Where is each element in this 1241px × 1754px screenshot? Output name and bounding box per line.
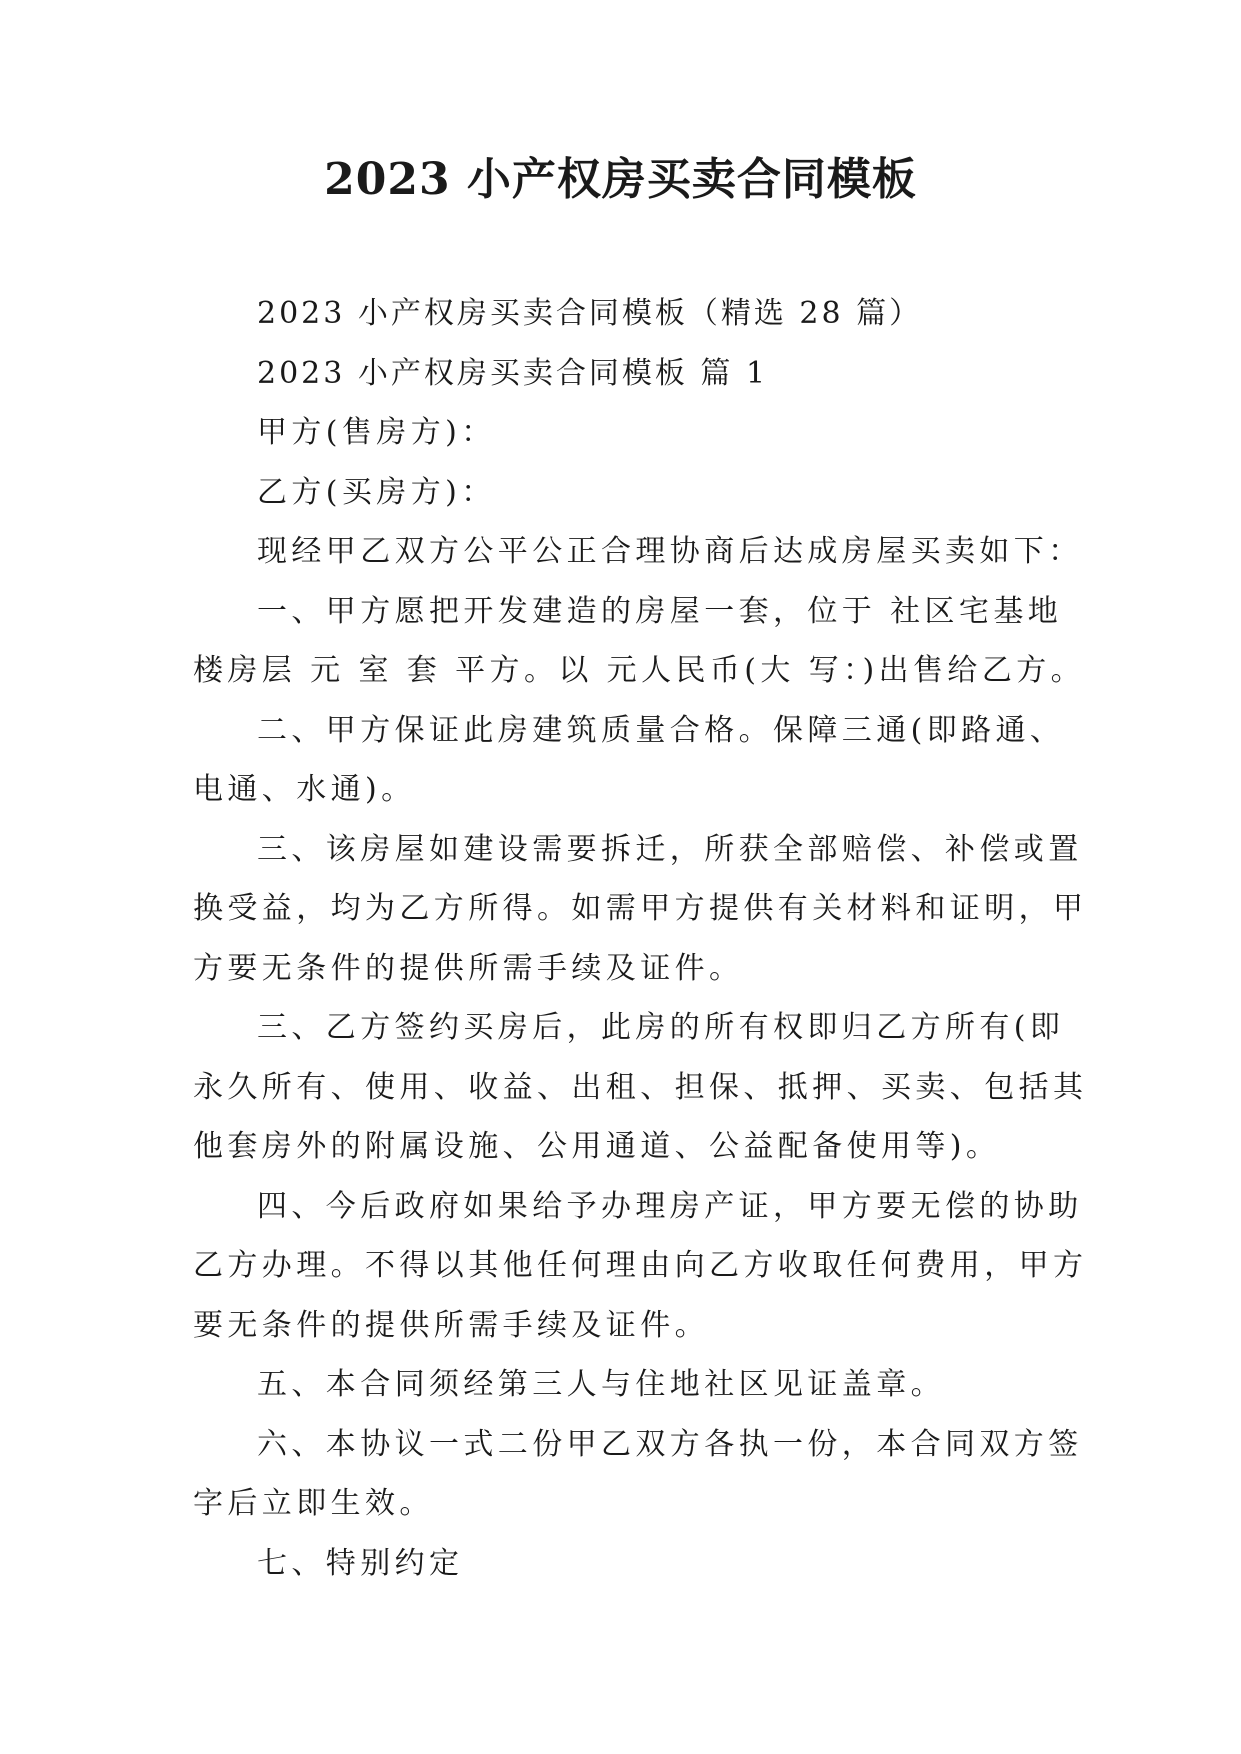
paragraph-line: 三、该房屋如建设需要拆迁，所获全部赔偿、补偿或置 xyxy=(257,831,1083,867)
paragraph-line: 甲方(售房方)： xyxy=(257,415,496,450)
paragraph-line: 三、乙方签约买房后，此房的所有权即归乙方所有(即 xyxy=(257,1010,1065,1045)
paragraph-line: 一、甲方愿把开发建造的房屋一套，位于 社区宅基地 xyxy=(257,593,1063,629)
paragraph-line: 乙方办理。不得以其他任何理由向乙方收取任何费用，甲方 xyxy=(193,1248,1088,1283)
paragraph-10 xyxy=(193,1177,1088,1356)
paragraph-line: 他套房外的附属设施、公用通道、公益配备使用等)。 xyxy=(193,1129,1001,1164)
paragraph-line: 永久所有、使用、收益、出租、担保、抵押、买卖、包括其 xyxy=(193,1069,1088,1105)
paragraph-6 xyxy=(193,582,1086,701)
paragraph-line: 现经甲乙双方公平公正合理协商后达成房屋买卖如下： xyxy=(257,534,1083,569)
paragraph-11 xyxy=(193,1355,1053,1415)
paragraph-line: 2023 小产权房买卖合同模板 篇 1 xyxy=(257,355,769,391)
paragraph-2 xyxy=(193,344,1053,404)
paragraph-line: 换受益，均为乙方所得。如需甲方提供有关材料和证明，甲 xyxy=(193,891,1088,926)
paragraph-line: 2023 小产权房买卖合同模板（精选 28 篇） xyxy=(257,296,923,331)
paragraph-12 xyxy=(193,1415,1083,1534)
paragraph-3 xyxy=(193,403,1053,463)
paragraph-9 xyxy=(193,998,1088,1177)
paragraph-line: 五、本合同须经第三人与住地社区见证盖章。 xyxy=(257,1367,945,1402)
paragraph-line: 字后立即生效。 xyxy=(193,1486,434,1521)
paragraph-7 xyxy=(193,701,1065,820)
document-body xyxy=(193,284,1088,1593)
paragraph-line: 楼房层 元 室 套 平方。以 元人民币(大 写：)出售给乙方。 xyxy=(193,653,1086,688)
paragraph-line: 六、本协议一式二份甲乙双方各执一份，本合同双方签 xyxy=(257,1426,1083,1462)
paragraph-4 xyxy=(193,463,1053,523)
paragraph-line: 七、特别约定 xyxy=(257,1545,464,1581)
paragraph-line: 乙方(买房方)： xyxy=(257,474,496,510)
paragraph-line: 四、今后政府如果给予办理房产证，甲方要无偿的协助 xyxy=(257,1188,1083,1224)
paragraph-1 xyxy=(193,284,1053,344)
paragraph-line: 要无条件的提供所需手续及证件。 xyxy=(193,1307,709,1343)
document-title: 2023 小产权房买卖合同模板 xyxy=(324,154,917,205)
paragraph-line: 方要无条件的提供所需手续及证件。 xyxy=(193,950,744,986)
paragraph-13 xyxy=(193,1534,1053,1594)
paragraph-line: 电通、水通)。 xyxy=(193,772,416,807)
paragraph-line: 二、甲方保证此房建筑质量合格。保障三通(即路通、 xyxy=(257,712,1065,748)
paragraph-8 xyxy=(193,820,1088,999)
paragraph-5 xyxy=(193,522,1083,582)
